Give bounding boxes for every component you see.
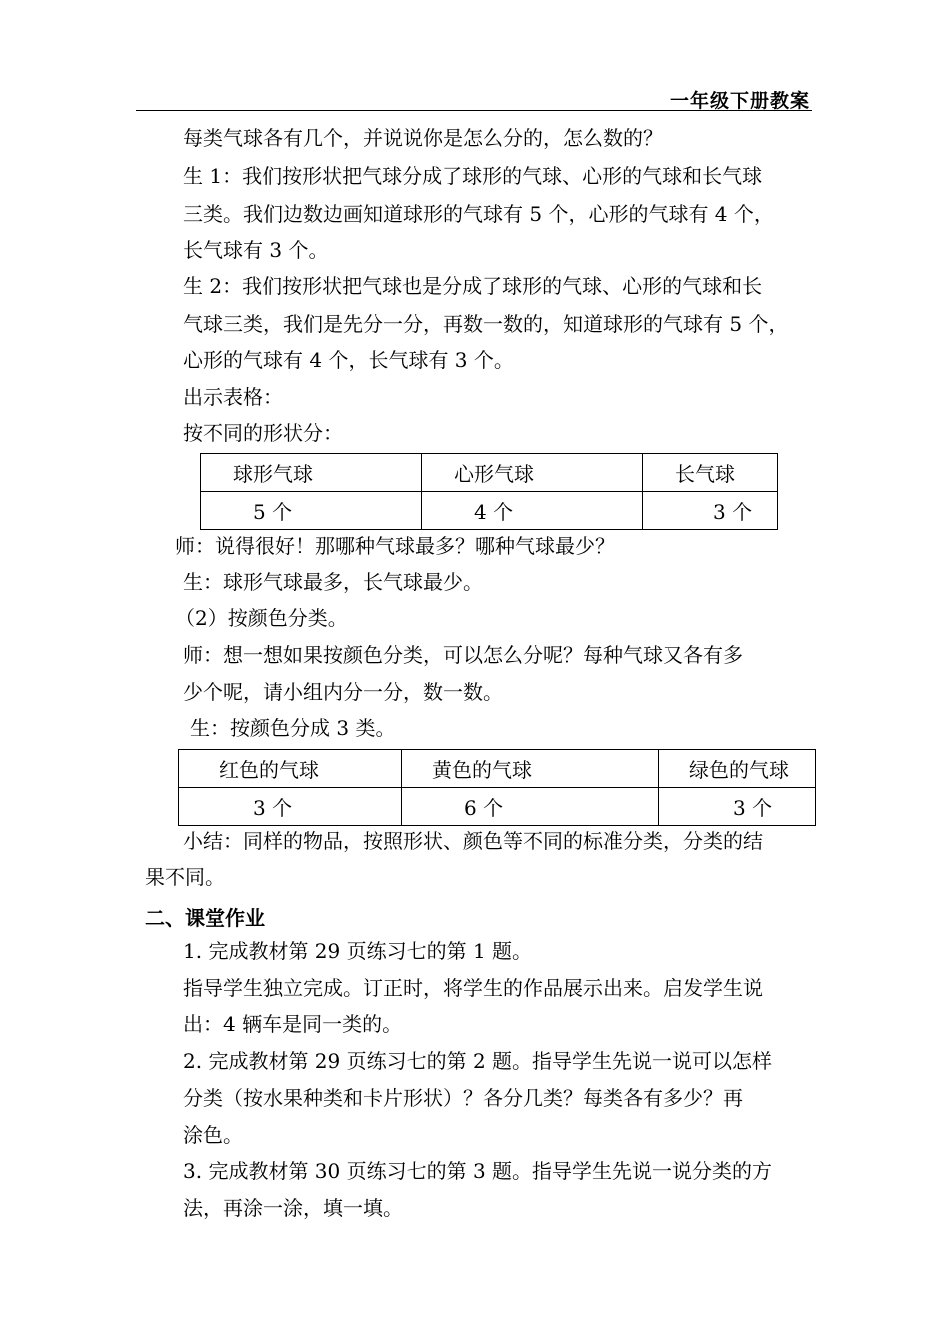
document-header-title: 一年级下册教案 <box>669 90 810 112</box>
body-line-7: 心形的气球有 4 个，长气球有 3 个。 <box>183 348 514 372</box>
summary-line-1: 小结：同样的物品，按照形状、颜色等不同的标准分类，分类的结 <box>183 829 763 853</box>
table-row <box>179 750 816 788</box>
color-table-header-1: 红色的气球 <box>179 750 402 788</box>
shape-table <box>200 453 778 530</box>
section-2-line-7: 3. 完成教材第 30 页练习七的第 3 题。指导学生先说一说分类的方 <box>183 1159 773 1183</box>
color-table <box>178 749 816 826</box>
shape-table-value-3: 3 个 <box>643 492 778 530</box>
summary-line-2: 果不同。 <box>145 865 225 889</box>
section-2-heading: 二、课堂作业 <box>145 906 265 930</box>
section-2-line-5: 分类（按水果种类和卡片形状）？各分几类？每类各有多少？再 <box>183 1086 743 1110</box>
header-rule <box>136 110 812 111</box>
body-line-9: 按不同的形状分： <box>183 421 343 445</box>
body-line-3: 三类。我们边数边画知道球形的气球有 5 个，心形的气球有 4 个， <box>183 202 774 226</box>
body-line-8: 出示表格： <box>183 385 283 409</box>
color-table-value-3: 3 个 <box>659 788 816 826</box>
mid-line-3: （2）按颜色分类。 <box>175 606 348 630</box>
color-table-value-2: 6 个 <box>402 788 659 826</box>
shape-table-header-2: 心形气球 <box>422 454 643 492</box>
body-line-5: 生 2：我们按形状把气球也是分成了球形的气球、心形的气球和长 <box>183 274 763 298</box>
section-2-line-4: 2. 完成教材第 29 页练习七的第 2 题。指导学生先说一说可以怎样 <box>183 1049 773 1073</box>
mid-line-4: 师：想一想如果按颜色分类，可以怎么分呢？每种气球又各有多 <box>183 643 743 667</box>
shape-table-value-1: 5 个 <box>201 492 422 530</box>
section-2-line-1: 1. 完成教材第 29 页练习七的第 1 题。 <box>183 939 533 963</box>
section-2-line-8: 法，再涂一涂，填一填。 <box>183 1196 403 1220</box>
section-2-line-2: 指导学生独立完成。订正时，将学生的作品展示出来。启发学生说 <box>183 976 763 1000</box>
mid-line-1: 师：说得很好！那哪种气球最多？哪种气球最少？ <box>175 534 615 558</box>
body-line-2: 生 1：我们按形状把气球分成了球形的气球、心形的气球和长气球 <box>183 164 763 188</box>
color-table-header-2: 黄色的气球 <box>402 750 659 788</box>
section-2-line-3: 出：4 辆车是同一类的。 <box>183 1012 403 1036</box>
mid-line-6: 生：按颜色分成 3 类。 <box>190 716 396 740</box>
mid-line-2: 生：球形气球最多，长气球最少。 <box>183 570 483 594</box>
shape-table-header-3: 长气球 <box>643 454 778 492</box>
shape-table-header-1: 球形气球 <box>201 454 422 492</box>
body-line-4: 长气球有 3 个。 <box>183 238 329 262</box>
table-row <box>201 454 778 492</box>
body-line-1: 每类气球各有几个，并说说你是怎么分的，怎么数的？ <box>183 126 663 150</box>
body-line-6: 气球三类，我们是先分一分，再数一数的，知道球形的气球有 5 个， <box>183 312 789 336</box>
mid-line-5: 少个呢，请小组内分一分，数一数。 <box>183 680 503 704</box>
color-table-value-1: 3 个 <box>179 788 402 826</box>
color-table-header-3: 绿色的气球 <box>659 750 816 788</box>
table-row <box>179 788 816 826</box>
section-2-line-6: 涂色。 <box>183 1123 243 1147</box>
shape-table-value-2: 4 个 <box>422 492 643 530</box>
table-row <box>201 492 778 530</box>
